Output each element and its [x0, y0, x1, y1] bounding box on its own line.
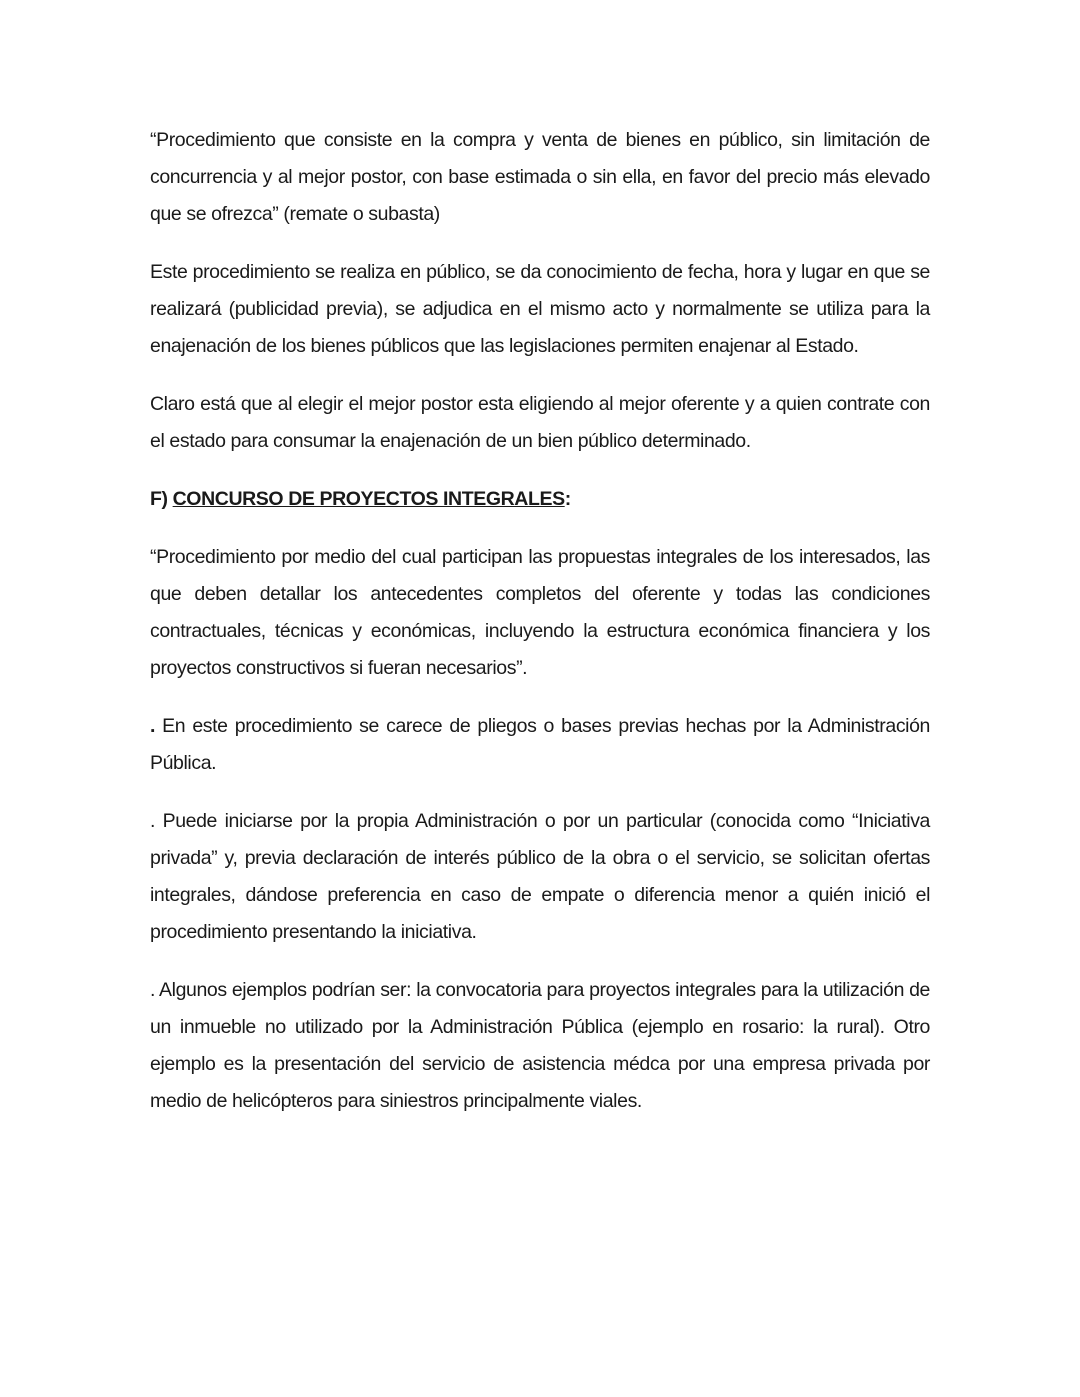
section-heading-colon: : [564, 488, 571, 510]
paragraph-sin-pliegos-lead-dot: . [150, 715, 156, 737]
paragraph-iniciativa-privada: . Puede iniciarse por la propia Administración o por un particular (conocida como “Iniciativa privada” y, previa declaración de interés público de la obra o el servicio, se solicitan ofertas integrales, dándose preferencia en caso de empate o diferencia menor a quién inició el procedimiento presentando la iniciativa. [150, 810, 930, 943]
paragraph-mejor-postor: Claro está que al elegir el mejor postor esta eligiendo al mejor oferente y a quien contrate con el estado para consumar la enajenación de un bien público determinado. [150, 393, 930, 452]
section-heading-prefix: F) [150, 488, 173, 510]
paragraph-ejemplos: . Algunos ejemplos podrían ser: la convocatoria para proyectos integrales para la utilización de un inmueble no utilizado por la Administración Pública (ejemplo en rosario: la rural). Otro ejemplo es la presentación del servicio de asistencia médca por una empresa privada por medio de helicópteros para siniestros principalmente viales. [150, 979, 930, 1112]
section-heading-title: CONCURSO DE PROYECTOS INTEGRALES [172, 488, 565, 510]
paragraph-remate-definition: “Procedimiento que consiste en la compra y venta de bienes en público, sin limitación de concurrencia y al mejor postor, con base estimada o sin ella, en favor del precio más elevado que se ofrezca” (remate o subasta) [150, 129, 930, 225]
paragraph-concurso-definition: “Procedimiento por medio del cual participan las propuestas integrales de los interesados, las que deben detallar los antecedentes completos del oferente y todas las condiciones contractuales, técnicas y económicas, incluyendo la estructura económica financiera y los proyectos constructivos si fueran necesarios”. [150, 546, 930, 679]
paragraph-procedimiento-publico: Este procedimiento se realiza en público, se da conocimiento de fecha, hora y lugar en que se realizará (publicidad previa), se adjudica en el mismo acto y normalmente se utiliza para la enajenación de los bienes públicos que las legislaciones permiten enajenar al Estado. [150, 261, 930, 357]
paragraph-sin-pliegos-body: En este procedimiento se carece de pliegos o bases previas hechas por la Administración Pública. [150, 715, 930, 774]
paragraph-sin-pliegos [150, 708, 930, 782]
section-heading [150, 481, 930, 518]
